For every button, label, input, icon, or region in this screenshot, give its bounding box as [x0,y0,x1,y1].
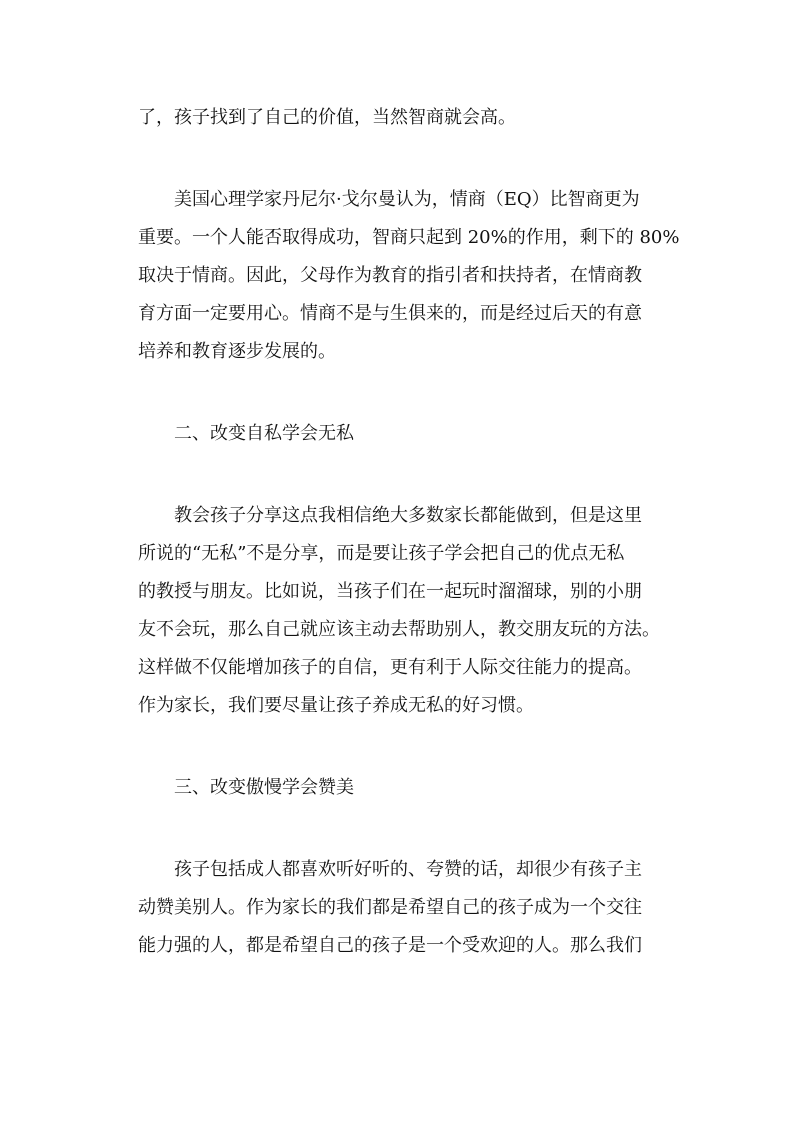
section-heading: 三、改变傲慢学会赞美 [174,777,354,798]
paragraph-line: 作为家长，我们要尽量让孩子养成无私的好习惯。 [138,695,534,716]
paragraph-line: 动赞美别人。作为家长的我们都是希望自己的孩子成为一个交往 [138,897,642,918]
paragraph-line: 这样做不仅能增加孩子的自信，更有利于人际交往能力的提高。 [138,657,642,678]
paragraph-line: 育方面一定要用心。情商不是与生俱来的，而是经过后天的有意 [138,303,642,324]
paragraph-line: 了，孩子找到了自己的价值，当然智商就会高。 [138,107,516,128]
paragraph-line: 的教授与朋友。比如说，当孩子们在一起玩时溜溜球，别的小朋 [138,581,642,602]
paragraph-line: 友不会玩，那么自己就应该主动去帮助别人，教交朋友玩的方法。 [138,619,660,640]
section-heading: 二、改变自私学会无私 [174,423,354,444]
paragraph-line: 取决于情商。因此，父母作为教育的指引者和扶持者，在情商教 [138,265,642,286]
paragraph-line: 教会孩子分享这点我相信绝大多数家长都能做到，但是这里 [174,505,642,526]
paragraph-line: 重要。一个人能否取得成功，智商只起到 20%的作用，剩下的 80% [138,227,680,248]
paragraph-line: 能力强的人，都是希望自己的孩子是一个受欢迎的人。那么我们 [138,935,642,956]
paragraph-line: 孩子包括成人都喜欢听好听的、夸赞的话，却很少有孩子主 [174,859,642,880]
paragraph-line: 美国心理学家丹尼尔·戈尔曼认为，情商（EQ）比智商更为 [174,189,640,210]
paragraph-line: 培养和教育逐步发展的。 [138,341,336,362]
paragraph-line: 所说的“无私”不是分享，而是要让孩子学会把自己的优点无私 [138,543,625,564]
